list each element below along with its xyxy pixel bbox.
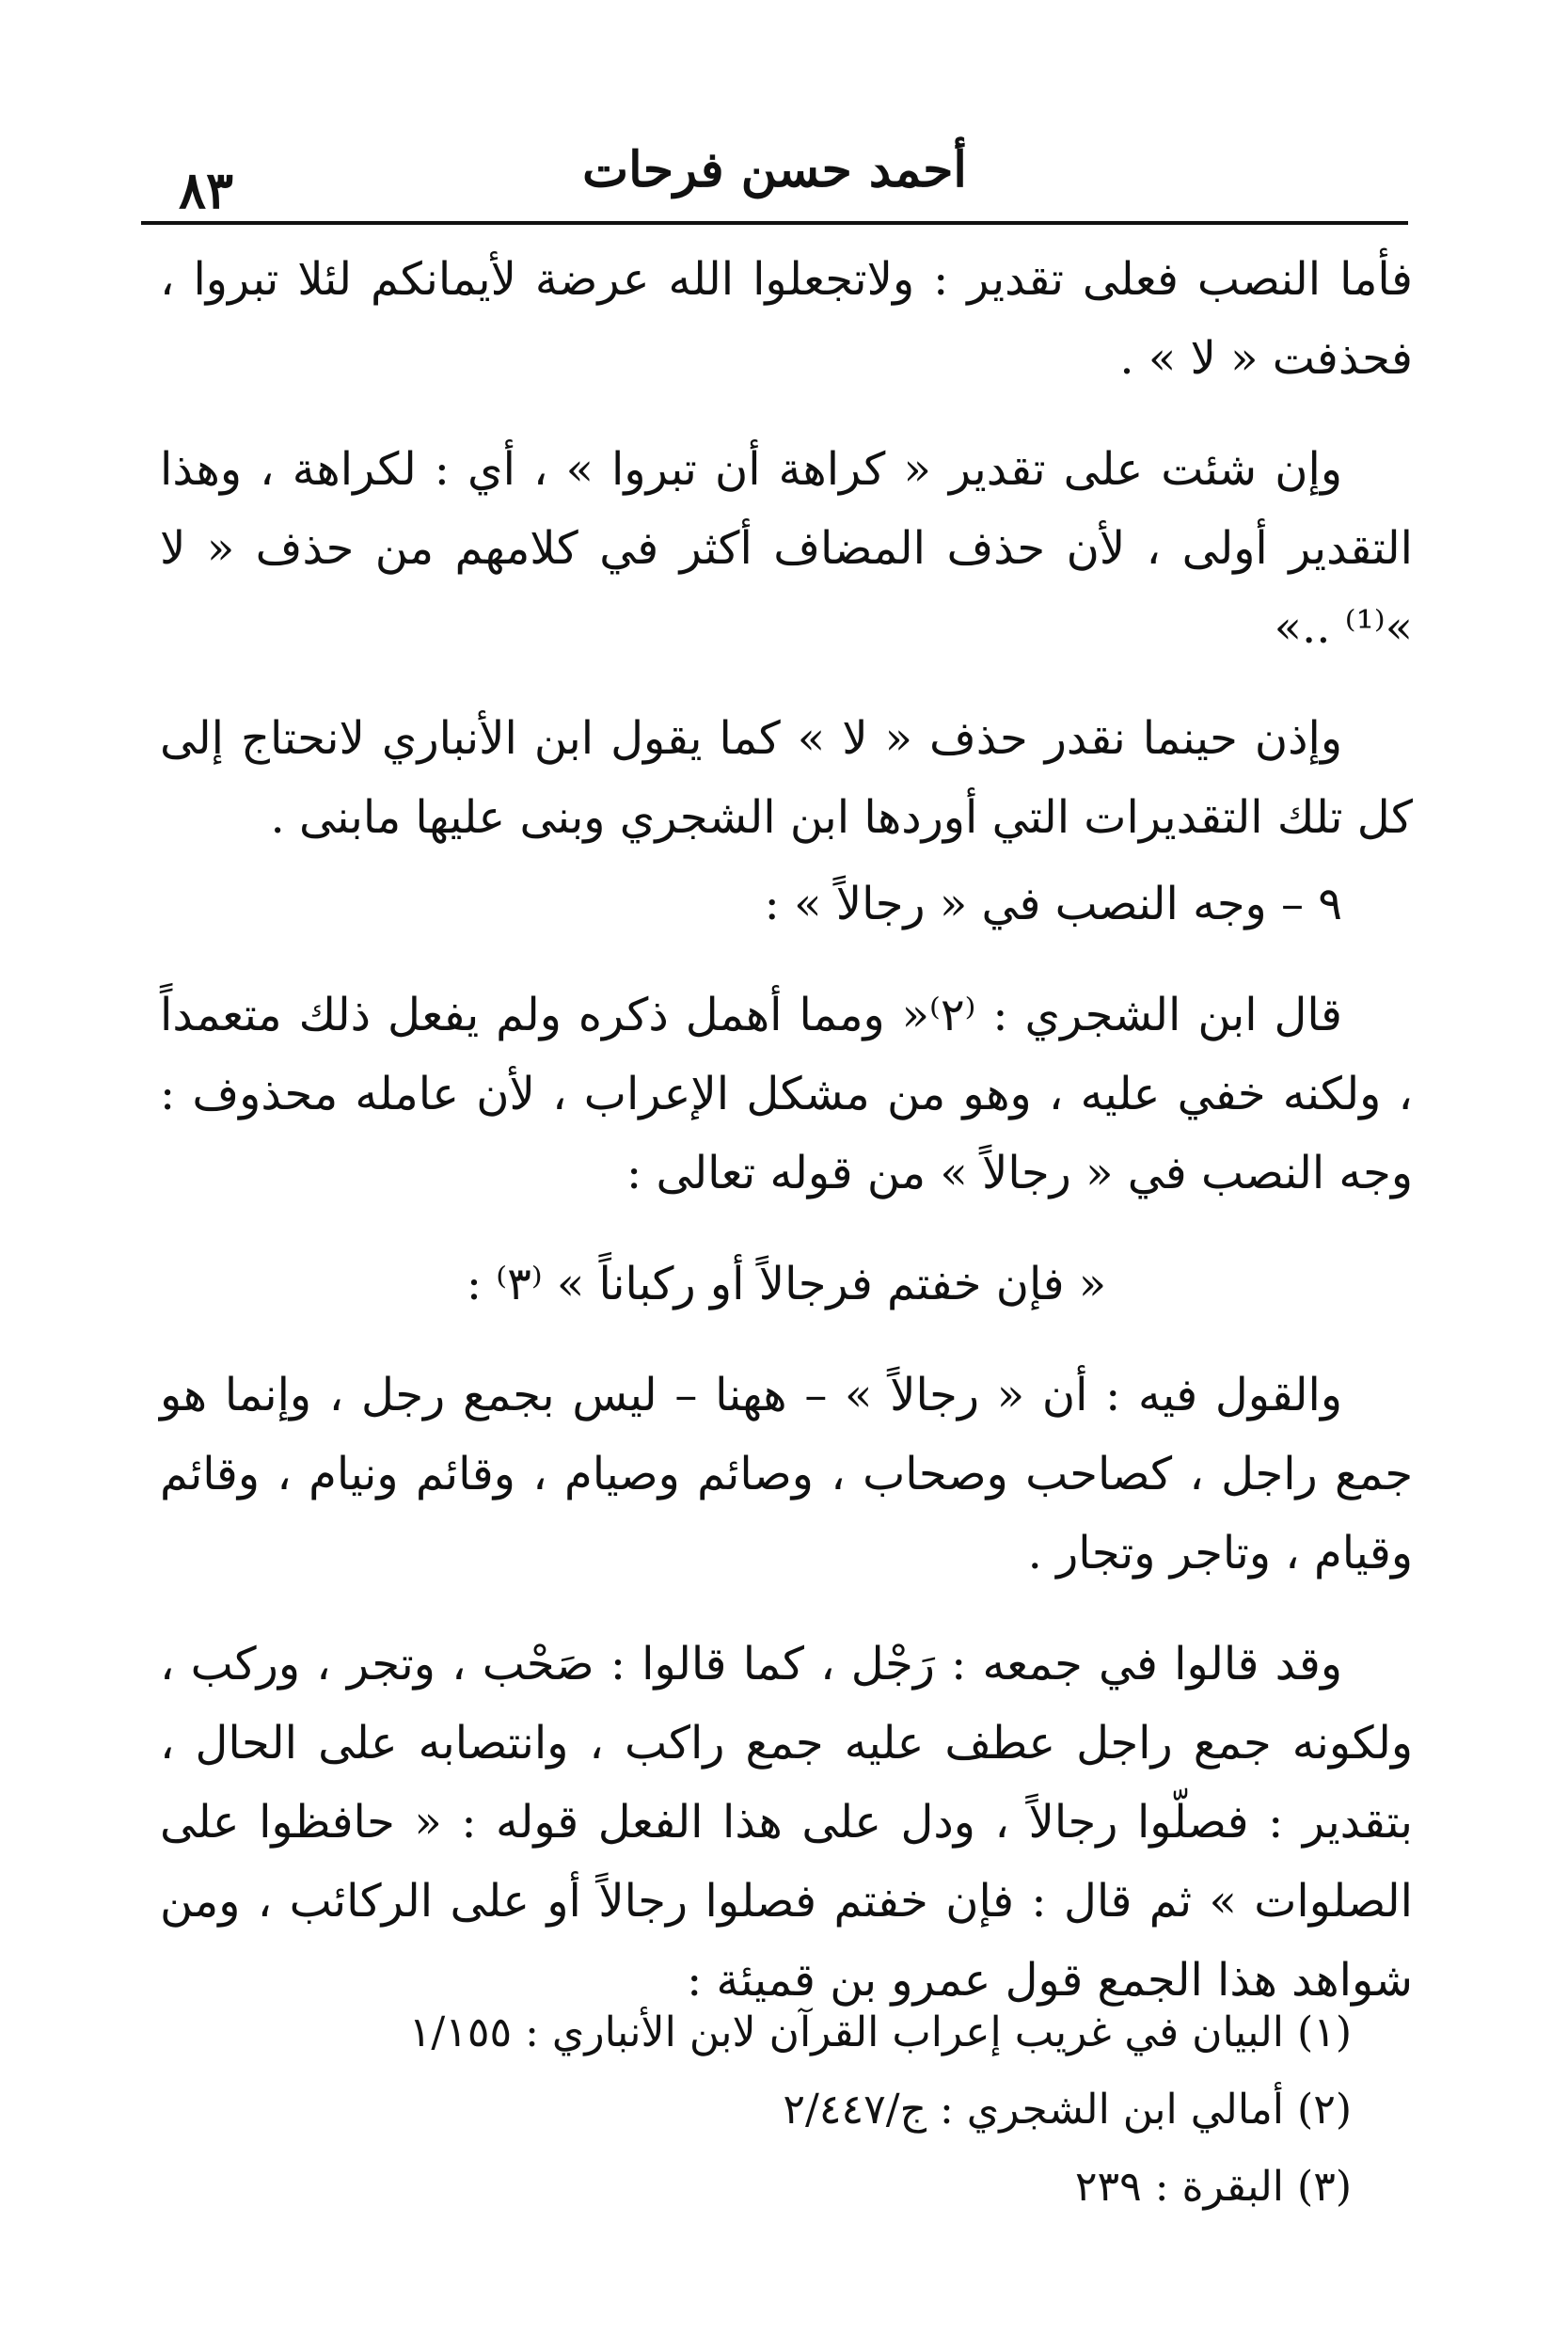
footnote-2: (٢) أمالي ابن الشجري : ج/٢/٤٤٧ (783, 2086, 1352, 2134)
paragraph-nasb-taqdir: فأما النصب فعلى تقدير : ولاتجعلوا الله عرضة لأيمانكم لئلا تبروا ، فحذفت « لا » . (160, 253, 1413, 385)
footnote-1: (١) البيان في غريب إعراب القرآن لابن الأنباري : ١/١٥٥ (408, 2008, 1352, 2056)
page-number: ٨٣ (179, 160, 234, 220)
page-header (141, 113, 1408, 220)
paragraph-ibn-anbari: وإذن حينما نقدر حذف « لا » كما يقول ابن الأنباري لانحتاج إلى كل تلك التقديرات التي أوردها ابن الشجري وبنى عليها مابنى . (160, 712, 1413, 844)
paragraph-rajl-jam: وقد قالوا في جمعه : رَجْل ، كما قالوا : صَحْب ، وتجر ، وركب ، ولكونه جمع راجل عطف عليه جمع راكب ، وانتصابه على الحال ، بتقدير : فصلّوا رجالاً ، ودل على هذا الفعل قوله : « حافظوا على الصلوات » ثم قال : فإن خفتم فصلوا رجالاً أو على الركائب ، ومن شواهد هذا الجمع قول عمرو بن قميئة : (160, 1638, 1414, 2007)
footnote-3: (٣) البقرة : ٢٣٩ (1074, 2163, 1352, 2211)
body-text (160, 240, 1413, 2052)
footnotes (160, 1994, 1352, 2226)
running-head-author: أحمد حسن فرحات (582, 141, 967, 198)
paragraph-rijal-plural: والقول فيه : أن « رجالاً » – ههنا – ليس بجمع رجل ، وإنما هو جمع راجل ، كصاحب وصحاب ، وصائم وصيام ، وقائم ونيام ، وقائم وقيام ، وتاجر وتجار . (160, 1369, 1413, 1579)
paragraph-karaha: وإن شئت على تقدير « كراهة أن تبروا » ، أي : لكراهة ، وهذا التقدير أولى ، لأن حذف المضاف أكثر في كلامهم من حذف « لا »⁽¹⁾ ..» (160, 443, 1413, 654)
quran-verse: « فإن خفتم فرجالاً أو ركباناً » ⁽٣⁾ : (466, 1258, 1107, 1310)
header-rule (141, 221, 1408, 225)
section-heading-9: ٩ – وجه النصب في « رجالاً » : (764, 878, 1342, 930)
paragraph-ibn-shajari-quote: قال ابن الشجري : ⁽٢⁾« ومما أهمل ذكره ولم يفعل ذلك متعمداً ، ولكنه خفي عليه ، وهو من مشكل الإعراب ، لأن عامله محذوف : وجه النصب في « رجالاً » من قوله تعالى : (160, 989, 1413, 1199)
